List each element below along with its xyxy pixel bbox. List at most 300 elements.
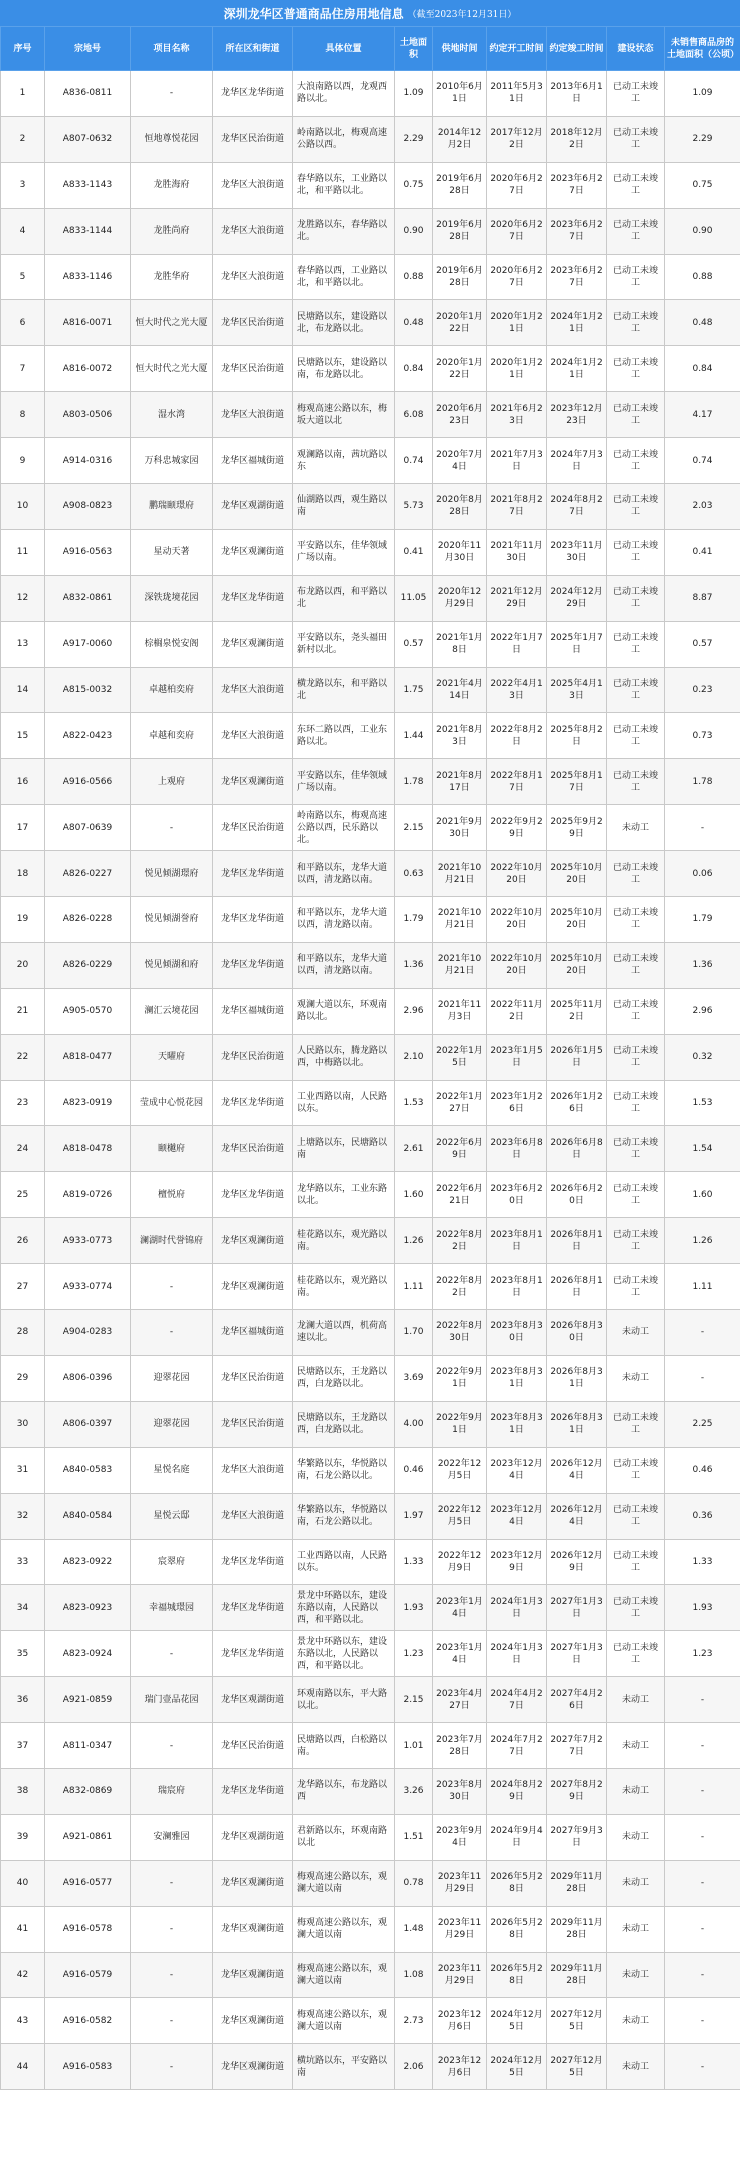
cell-district-street: 龙华区观澜街道: [213, 759, 293, 805]
table-row: [1, 1126, 740, 1172]
cell-start-date: 2022年10月20日: [487, 897, 547, 943]
cell-start-date: 2022年9月29日: [487, 805, 547, 851]
cell-row-number: 35: [1, 1631, 45, 1677]
table-row: [1, 759, 740, 805]
cell-parcel-id: A916-0582: [45, 1998, 131, 2044]
cell-build-status: 已动工未竣工: [607, 667, 665, 713]
column-header-district-street: 所在区和街道: [213, 27, 293, 71]
table-row: [1, 116, 740, 162]
cell-parcel-id: A921-0861: [45, 1814, 131, 1860]
cell-land-area: 0.63: [395, 851, 433, 897]
cell-build-status: 已动工未竣工: [607, 254, 665, 300]
cell-land-area: 2.96: [395, 988, 433, 1034]
cell-land-area: 0.46: [395, 1447, 433, 1493]
cell-unsold-area: 2.25: [665, 1401, 740, 1447]
cell-parcel-id: A823-0924: [45, 1631, 131, 1677]
cell-supply-date: 2020年7月4日: [433, 438, 487, 484]
cell-parcel-id: A822-0423: [45, 713, 131, 759]
table-row: [1, 1998, 740, 2044]
cell-completion-date: 2025年10月20日: [547, 851, 607, 897]
cell-unsold-area: 1.11: [665, 1264, 740, 1310]
cell-supply-date: 2023年1月4日: [433, 1631, 487, 1677]
cell-district-street: 龙华区观湖街道: [213, 484, 293, 530]
cell-parcel-id: A806-0397: [45, 1401, 131, 1447]
cell-district-street: 龙华区大浪街道: [213, 667, 293, 713]
cell-unsold-area: 0.36: [665, 1493, 740, 1539]
cell-land-area: 1.11: [395, 1264, 433, 1310]
cell-start-date: 2021年6月23日: [487, 392, 547, 438]
page-title: [0, 0, 740, 26]
cell-row-number: 44: [1, 2044, 45, 2090]
cell-district-street: 龙华区民治街道: [213, 1401, 293, 1447]
table-row: [1, 346, 740, 392]
cell-build-status: 已动工未竣工: [607, 1447, 665, 1493]
cell-row-number: 3: [1, 162, 45, 208]
cell-project-name: 湿水湾: [131, 392, 213, 438]
cell-project-name: -: [131, 1906, 213, 1952]
cell-land-area: 1.75: [395, 667, 433, 713]
cell-build-status: 未动工: [607, 1310, 665, 1356]
cell-completion-date: 2023年6月27日: [547, 208, 607, 254]
cell-row-number: 2: [1, 116, 45, 162]
cell-land-area: 5.73: [395, 484, 433, 530]
cell-location: 平安路以东，佳华领域广场以南。: [293, 529, 395, 575]
cell-start-date: 2022年10月20日: [487, 851, 547, 897]
cell-supply-date: 2022年6月9日: [433, 1126, 487, 1172]
cell-completion-date: 2023年6月27日: [547, 254, 607, 300]
cell-supply-date: 2019年6月28日: [433, 162, 487, 208]
cell-project-name: -: [131, 2044, 213, 2090]
cell-build-status: 已动工未竣工: [607, 346, 665, 392]
title-date-note: （截至2023年12月31日）: [407, 9, 517, 20]
cell-parcel-id: A807-0632: [45, 116, 131, 162]
cell-start-date: 2023年12月4日: [487, 1447, 547, 1493]
cell-location: 上塘路以东，民塘路以南: [293, 1126, 395, 1172]
cell-row-number: 40: [1, 1860, 45, 1906]
table-row: [1, 162, 740, 208]
cell-build-status: 未动工: [607, 1998, 665, 2044]
cell-build-status: 未动工: [607, 1677, 665, 1723]
cell-completion-date: 2026年8月31日: [547, 1355, 607, 1401]
cell-row-number: 13: [1, 621, 45, 667]
cell-supply-date: 2020年11月30日: [433, 529, 487, 575]
table-row: [1, 1493, 740, 1539]
cell-location: 春华路以东，工业路以北，和平路以北。: [293, 162, 395, 208]
table-row: [1, 2044, 740, 2090]
column-header-supply-date: 供地时间: [433, 27, 487, 71]
cell-project-name: -: [131, 1723, 213, 1769]
cell-parcel-id: A833-1144: [45, 208, 131, 254]
table-row: [1, 529, 740, 575]
cell-parcel-id: A916-0563: [45, 529, 131, 575]
cell-location: 岭南路以东，梅观高速公路以西，民乐路以北。: [293, 805, 395, 851]
cell-parcel-id: A836-0811: [45, 71, 131, 117]
cell-parcel-id: A826-0228: [45, 897, 131, 943]
cell-district-street: 龙华区观湖街道: [213, 1814, 293, 1860]
cell-completion-date: 2025年8月17日: [547, 759, 607, 805]
cell-start-date: 2026年5月28日: [487, 1952, 547, 1998]
table-row: [1, 1860, 740, 1906]
table-row: [1, 1677, 740, 1723]
cell-row-number: 19: [1, 897, 45, 943]
cell-unsold-area: -: [665, 1998, 740, 2044]
cell-supply-date: 2021年10月21日: [433, 942, 487, 988]
cell-start-date: 2022年8月17日: [487, 759, 547, 805]
cell-start-date: 2026年5月28日: [487, 1906, 547, 1952]
cell-district-street: 龙华区龙华街道: [213, 1768, 293, 1814]
table-row: [1, 897, 740, 943]
cell-project-name: 迎翠花园: [131, 1401, 213, 1447]
cell-project-name: 龙胜华府: [131, 254, 213, 300]
cell-district-street: 龙华区民治街道: [213, 346, 293, 392]
cell-build-status: 已动工未竣工: [607, 759, 665, 805]
cell-location: 梅观高速公路以东，观澜大道以南: [293, 1906, 395, 1952]
cell-district-street: 龙华区大浪街道: [213, 208, 293, 254]
cell-build-status: 已动工未竣工: [607, 1585, 665, 1631]
cell-supply-date: 2022年1月27日: [433, 1080, 487, 1126]
cell-completion-date: 2026年1月26日: [547, 1080, 607, 1126]
cell-project-name: 恒大时代之光大厦: [131, 300, 213, 346]
cell-unsold-area: 0.32: [665, 1034, 740, 1080]
cell-unsold-area: 1.23: [665, 1631, 740, 1677]
table-row: [1, 438, 740, 484]
cell-supply-date: 2023年4月27日: [433, 1677, 487, 1723]
cell-unsold-area: 8.87: [665, 575, 740, 621]
cell-build-status: 已动工未竣工: [607, 897, 665, 943]
cell-start-date: 2024年12月5日: [487, 2044, 547, 2090]
cell-district-street: 龙华区大浪街道: [213, 162, 293, 208]
cell-unsold-area: 0.73: [665, 713, 740, 759]
cell-supply-date: 2022年6月21日: [433, 1172, 487, 1218]
cell-supply-date: 2023年9月4日: [433, 1814, 487, 1860]
cell-supply-date: 2020年1月22日: [433, 300, 487, 346]
cell-district-street: 龙华区民治街道: [213, 1355, 293, 1401]
cell-supply-date: 2022年8月2日: [433, 1218, 487, 1264]
cell-parcel-id: A916-0583: [45, 2044, 131, 2090]
cell-land-area: 1.33: [395, 1539, 433, 1585]
cell-district-street: 龙华区龙华街道: [213, 1585, 293, 1631]
table-row: [1, 942, 740, 988]
cell-row-number: 11: [1, 529, 45, 575]
cell-unsold-area: -: [665, 1860, 740, 1906]
cell-start-date: 2024年1月3日: [487, 1631, 547, 1677]
cell-completion-date: 2026年12月4日: [547, 1493, 607, 1539]
cell-start-date: 2022年1月7日: [487, 621, 547, 667]
cell-start-date: 2023年8月30日: [487, 1310, 547, 1356]
cell-build-status: 已动工未竣工: [607, 529, 665, 575]
cell-supply-date: 2022年8月2日: [433, 1264, 487, 1310]
cell-build-status: 未动工: [607, 1952, 665, 1998]
cell-location: 梅观高速公路以东，观澜大道以南: [293, 1998, 395, 2044]
cell-unsold-area: 0.48: [665, 300, 740, 346]
cell-location: 君新路以东，环观南路以北: [293, 1814, 395, 1860]
cell-parcel-id: A933-0774: [45, 1264, 131, 1310]
cell-start-date: 2023年1月5日: [487, 1034, 547, 1080]
cell-unsold-area: -: [665, 805, 740, 851]
cell-parcel-id: A832-0869: [45, 1768, 131, 1814]
cell-supply-date: 2022年8月30日: [433, 1310, 487, 1356]
cell-start-date: 2024年7月27日: [487, 1723, 547, 1769]
cell-build-status: 已动工未竣工: [607, 942, 665, 988]
cell-completion-date: 2029年11月28日: [547, 1906, 607, 1952]
cell-supply-date: 2022年12月5日: [433, 1493, 487, 1539]
cell-build-status: 已动工未竣工: [607, 1172, 665, 1218]
cell-row-number: 8: [1, 392, 45, 438]
cell-district-street: 龙华区观澜街道: [213, 1264, 293, 1310]
cell-start-date: 2023年8月1日: [487, 1218, 547, 1264]
cell-build-status: 已动工未竣工: [607, 162, 665, 208]
table-row: [1, 1034, 740, 1080]
cell-district-street: 龙华区福城街道: [213, 438, 293, 484]
cell-row-number: 24: [1, 1126, 45, 1172]
cell-start-date: 2022年8月2日: [487, 713, 547, 759]
cell-land-area: 1.51: [395, 1814, 433, 1860]
cell-unsold-area: 0.90: [665, 208, 740, 254]
cell-parcel-id: A833-1143: [45, 162, 131, 208]
cell-district-street: 龙华区民治街道: [213, 1126, 293, 1172]
cell-location: 岭南路以北，梅观高速公路以西。: [293, 116, 395, 162]
cell-unsold-area: 0.84: [665, 346, 740, 392]
cell-supply-date: 2019年6月28日: [433, 208, 487, 254]
cell-row-number: 1: [1, 71, 45, 117]
cell-unsold-area: -: [665, 1723, 740, 1769]
cell-location: 布龙路以西，和平路以北: [293, 575, 395, 621]
cell-completion-date: 2026年6月8日: [547, 1126, 607, 1172]
table-row: [1, 392, 740, 438]
column-header-start-date: 约定开工时间: [487, 27, 547, 71]
cell-location: 龙胜路以东，春华路以北。: [293, 208, 395, 254]
cell-supply-date: 2010年6月1日: [433, 71, 487, 117]
cell-land-area: 0.48: [395, 300, 433, 346]
cell-row-number: 28: [1, 1310, 45, 1356]
cell-start-date: 2024年4月27日: [487, 1677, 547, 1723]
cell-project-name: 恒大时代之光大厦: [131, 346, 213, 392]
cell-location: 民塘路以东，王龙路以西，白龙路以北。: [293, 1355, 395, 1401]
cell-location: 龙华路以东，布龙路以西: [293, 1768, 395, 1814]
cell-parcel-id: A916-0578: [45, 1906, 131, 1952]
cell-district-street: 龙华区龙华街道: [213, 942, 293, 988]
cell-parcel-id: A921-0859: [45, 1677, 131, 1723]
cell-parcel-id: A904-0283: [45, 1310, 131, 1356]
cell-row-number: 30: [1, 1401, 45, 1447]
cell-parcel-id: A908-0823: [45, 484, 131, 530]
cell-project-name: 莹成中心悦花园: [131, 1080, 213, 1126]
cell-supply-date: 2023年12月6日: [433, 1998, 487, 2044]
cell-district-street: 龙华区观湖街道: [213, 1677, 293, 1723]
cell-completion-date: 2027年9月3日: [547, 1814, 607, 1860]
cell-build-status: 未动工: [607, 805, 665, 851]
cell-parcel-id: A823-0919: [45, 1080, 131, 1126]
cell-parcel-id: A826-0227: [45, 851, 131, 897]
cell-unsold-area: 0.23: [665, 667, 740, 713]
cell-build-status: 已动工未竣工: [607, 1034, 665, 1080]
cell-location: 桂花路以东，观光路以南。: [293, 1218, 395, 1264]
cell-supply-date: 2021年11月3日: [433, 988, 487, 1034]
cell-unsold-area: 1.78: [665, 759, 740, 805]
cell-supply-date: 2019年6月28日: [433, 254, 487, 300]
cell-unsold-area: 1.36: [665, 942, 740, 988]
cell-build-status: 已动工未竣工: [607, 1080, 665, 1126]
cell-location: 华繁路以东，华悦路以南，石龙公路以北。: [293, 1493, 395, 1539]
cell-location: 环观南路以东，平大路以北。: [293, 1677, 395, 1723]
cell-project-name: 宸翠府: [131, 1539, 213, 1585]
cell-row-number: 38: [1, 1768, 45, 1814]
table-row: [1, 300, 740, 346]
cell-parcel-id: A840-0584: [45, 1493, 131, 1539]
cell-start-date: 2023年12月4日: [487, 1493, 547, 1539]
cell-district-street: 龙华区观澜街道: [213, 1952, 293, 1998]
cell-parcel-id: A826-0229: [45, 942, 131, 988]
cell-location: 民塘路以东，建设路以南，布龙路以北。: [293, 346, 395, 392]
cell-start-date: 2020年6月27日: [487, 162, 547, 208]
cell-unsold-area: 0.75: [665, 162, 740, 208]
cell-build-status: 已动工未竣工: [607, 621, 665, 667]
land-table: [0, 26, 740, 2090]
cell-completion-date: 2023年12月23日: [547, 392, 607, 438]
cell-district-street: 龙华区龙华街道: [213, 897, 293, 943]
cell-completion-date: 2013年6月1日: [547, 71, 607, 117]
cell-land-area: 1.93: [395, 1585, 433, 1631]
cell-completion-date: 2025年9月29日: [547, 805, 607, 851]
cell-build-status: 未动工: [607, 1814, 665, 1860]
cell-unsold-area: -: [665, 1355, 740, 1401]
cell-completion-date: 2027年12月5日: [547, 1998, 607, 2044]
cell-land-area: 1.26: [395, 1218, 433, 1264]
cell-unsold-area: -: [665, 2044, 740, 2090]
table-row: [1, 988, 740, 1034]
cell-start-date: 2020年1月21日: [487, 346, 547, 392]
cell-unsold-area: 1.33: [665, 1539, 740, 1585]
table-row: [1, 1906, 740, 1952]
cell-land-area: 1.08: [395, 1952, 433, 1998]
cell-start-date: 2026年5月28日: [487, 1860, 547, 1906]
cell-start-date: 2022年11月2日: [487, 988, 547, 1034]
cell-supply-date: 2023年1月4日: [433, 1585, 487, 1631]
cell-land-area: 0.41: [395, 529, 433, 575]
cell-district-street: 龙华区龙华街道: [213, 71, 293, 117]
cell-location: 平安路以东，尧头福田新村以北。: [293, 621, 395, 667]
cell-start-date: 2022年10月20日: [487, 942, 547, 988]
cell-row-number: 14: [1, 667, 45, 713]
cell-parcel-id: A816-0072: [45, 346, 131, 392]
cell-completion-date: 2027年1月3日: [547, 1631, 607, 1677]
cell-row-number: 29: [1, 1355, 45, 1401]
cell-project-name: 天曜府: [131, 1034, 213, 1080]
cell-district-street: 龙华区观澜街道: [213, 1860, 293, 1906]
cell-land-area: 1.01: [395, 1723, 433, 1769]
cell-completion-date: 2025年1月7日: [547, 621, 607, 667]
cell-parcel-id: A933-0773: [45, 1218, 131, 1264]
cell-supply-date: 2021年8月3日: [433, 713, 487, 759]
cell-build-status: 未动工: [607, 1355, 665, 1401]
cell-land-area: 2.15: [395, 1677, 433, 1723]
cell-project-name: 安澜雅园: [131, 1814, 213, 1860]
cell-build-status: 已动工未竣工: [607, 116, 665, 162]
cell-build-status: 已动工未竣工: [607, 1126, 665, 1172]
cell-completion-date: 2025年10月20日: [547, 897, 607, 943]
cell-unsold-area: 1.26: [665, 1218, 740, 1264]
cell-district-street: 龙华区观澜街道: [213, 529, 293, 575]
column-header-location: 具体位置: [293, 27, 395, 71]
cell-unsold-area: -: [665, 1814, 740, 1860]
cell-row-number: 21: [1, 988, 45, 1034]
cell-start-date: 2011年5月31日: [487, 71, 547, 117]
table-row: [1, 851, 740, 897]
cell-district-street: 龙华区龙华街道: [213, 1539, 293, 1585]
table-row: [1, 1631, 740, 1677]
table-row: [1, 1723, 740, 1769]
cell-unsold-area: -: [665, 1310, 740, 1356]
cell-completion-date: 2026年6月20日: [547, 1172, 607, 1218]
cell-land-area: 0.74: [395, 438, 433, 484]
cell-completion-date: 2018年12月2日: [547, 116, 607, 162]
cell-row-number: 23: [1, 1080, 45, 1126]
cell-project-name: 星悦云邸: [131, 1493, 213, 1539]
table-row: [1, 1447, 740, 1493]
cell-parcel-id: A818-0478: [45, 1126, 131, 1172]
cell-build-status: 未动工: [607, 1906, 665, 1952]
cell-start-date: 2023年12月9日: [487, 1539, 547, 1585]
cell-start-date: 2024年8月29日: [487, 1768, 547, 1814]
cell-unsold-area: 2.29: [665, 116, 740, 162]
cell-location: 桂花路以东，观光路以南。: [293, 1264, 395, 1310]
cell-project-name: -: [131, 1998, 213, 2044]
cell-build-status: 未动工: [607, 1723, 665, 1769]
cell-land-area: 1.78: [395, 759, 433, 805]
cell-location: 民塘路以东，王龙路以西，白龙路以北。: [293, 1401, 395, 1447]
cell-district-street: 龙华区大浪街道: [213, 1447, 293, 1493]
cell-parcel-id: A823-0923: [45, 1585, 131, 1631]
column-header-unsold-area: 未销售商品房的土地面积（公顷）: [665, 27, 740, 71]
cell-district-street: 龙华区观澜街道: [213, 1906, 293, 1952]
cell-project-name: -: [131, 1860, 213, 1906]
cell-project-name: 颐樾府: [131, 1126, 213, 1172]
cell-start-date: 2023年8月31日: [487, 1355, 547, 1401]
cell-row-number: 16: [1, 759, 45, 805]
cell-project-name: 星悦名庭: [131, 1447, 213, 1493]
cell-row-number: 18: [1, 851, 45, 897]
cell-project-name: 上观府: [131, 759, 213, 805]
cell-completion-date: 2027年7月27日: [547, 1723, 607, 1769]
cell-supply-date: 2022年9月1日: [433, 1355, 487, 1401]
cell-build-status: 已动工未竣工: [607, 1401, 665, 1447]
cell-project-name: 星动天著: [131, 529, 213, 575]
cell-supply-date: 2021年10月21日: [433, 851, 487, 897]
cell-location: 和平路以东，龙华大道以西，清龙路以南。: [293, 851, 395, 897]
cell-unsold-area: 1.53: [665, 1080, 740, 1126]
cell-project-name: -: [131, 1310, 213, 1356]
cell-project-name: 棕榈泉悦安阁: [131, 621, 213, 667]
cell-start-date: 2023年8月1日: [487, 1264, 547, 1310]
cell-start-date: 2021年7月3日: [487, 438, 547, 484]
cell-land-area: 2.61: [395, 1126, 433, 1172]
cell-build-status: 已动工未竣工: [607, 1218, 665, 1264]
column-header-row-number: 序号: [1, 27, 45, 71]
cell-completion-date: 2024年8月27日: [547, 484, 607, 530]
cell-start-date: 2023年6月8日: [487, 1126, 547, 1172]
cell-project-name: -: [131, 805, 213, 851]
cell-location: 龙华路以东，工业东路以北。: [293, 1172, 395, 1218]
cell-parcel-id: A815-0032: [45, 667, 131, 713]
cell-build-status: 已动工未竣工: [607, 1493, 665, 1539]
cell-supply-date: 2023年8月30日: [433, 1768, 487, 1814]
cell-district-street: 龙华区民治街道: [213, 805, 293, 851]
table-row: [1, 71, 740, 117]
cell-land-area: 2.29: [395, 116, 433, 162]
cell-start-date: 2020年6月27日: [487, 208, 547, 254]
cell-land-area: 0.88: [395, 254, 433, 300]
cell-parcel-id: A905-0570: [45, 988, 131, 1034]
